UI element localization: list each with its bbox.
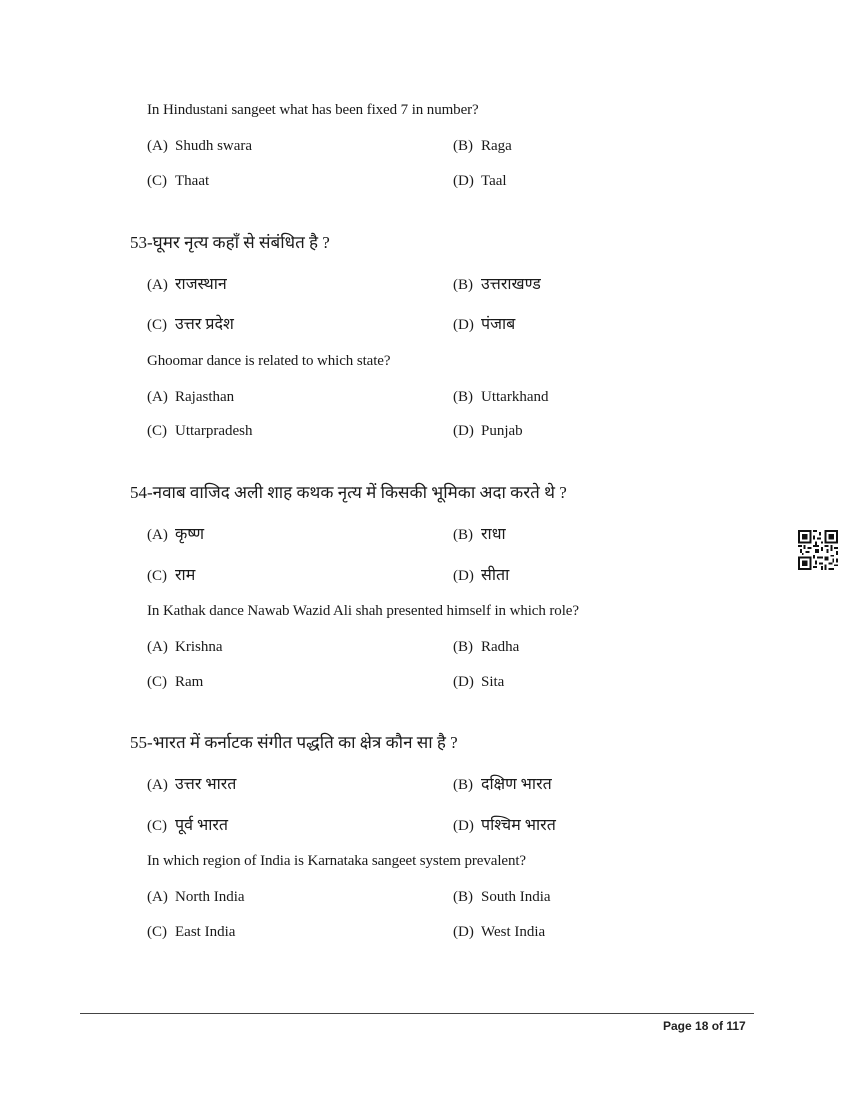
option-text: कृष्ण <box>175 526 205 543</box>
option-b-hindi <box>453 522 506 544</box>
option-c-hindi <box>147 563 195 585</box>
option-label: (B) <box>453 389 473 405</box>
option-text: Sita <box>481 674 505 690</box>
option-label: (A) <box>147 389 168 405</box>
option-text: राम <box>175 567 196 584</box>
option-label: (C) <box>147 924 167 940</box>
option-d <box>453 172 507 190</box>
option-c <box>147 673 203 691</box>
option-text: पश्चिम भारत <box>481 817 556 834</box>
option-text: पंजाब <box>481 316 516 333</box>
option-label: (B) <box>453 277 473 293</box>
option-b <box>453 888 551 906</box>
question-53-english: Ghoomar dance is related to which state? <box>147 353 391 369</box>
option-a <box>147 137 252 155</box>
option-label: (B) <box>453 639 473 655</box>
option-d <box>453 923 545 941</box>
option-text: पूर्व भारत <box>175 817 229 834</box>
option-label: (C) <box>147 818 167 834</box>
option-label: (D) <box>453 317 474 333</box>
option-label: (A) <box>147 527 168 543</box>
option-label: (C) <box>147 423 167 439</box>
option-label: (A) <box>147 277 168 293</box>
option-d <box>453 673 504 691</box>
option-b <box>453 137 512 155</box>
option-text: Raga <box>481 138 512 154</box>
option-text: Shudh swara <box>175 138 253 154</box>
option-text: West India <box>481 924 546 940</box>
option-b <box>453 638 519 656</box>
option-label: (C) <box>147 173 167 189</box>
option-text: Uttarkhand <box>481 389 549 405</box>
option-b-hindi <box>453 272 541 294</box>
option-label: (D) <box>453 818 474 834</box>
option-text: Taal <box>481 173 507 189</box>
option-d-hindi <box>453 312 515 334</box>
option-c-hindi <box>147 312 234 334</box>
option-label: (B) <box>453 138 473 154</box>
question-53-hindi: 53-घूमर नृत्य कहाँ से संबंधित है ? <box>130 233 330 252</box>
qr-code-icon <box>798 530 838 570</box>
option-label: (B) <box>453 889 473 905</box>
option-label: (A) <box>147 889 168 905</box>
option-a <box>147 638 223 656</box>
option-label: (D) <box>453 924 474 940</box>
option-label: (C) <box>147 568 167 584</box>
option-text: सीता <box>481 567 510 584</box>
option-text: उत्तराखण्ड <box>481 276 541 293</box>
option-d-hindi <box>453 563 509 585</box>
option-label: (A) <box>147 639 168 655</box>
option-label: (B) <box>453 527 473 543</box>
option-text: Thaat <box>175 173 210 189</box>
option-text: उत्तर प्रदेश <box>175 316 234 333</box>
option-label: (D) <box>453 173 474 189</box>
option-c <box>147 923 235 941</box>
option-b <box>453 388 548 406</box>
option-text: Krishna <box>175 639 223 655</box>
option-label: (D) <box>453 423 474 439</box>
option-text: Uttarpradesh <box>175 423 253 439</box>
option-label: (A) <box>147 777 168 793</box>
option-text: North India <box>175 889 245 905</box>
option-label: (D) <box>453 568 474 584</box>
option-text: East India <box>175 924 236 940</box>
option-text: Punjab <box>481 423 523 439</box>
option-text: Ram <box>175 674 204 690</box>
option-text: उत्तर भारत <box>175 776 237 793</box>
option-c <box>147 422 252 440</box>
page-number: Page 18 of 117 <box>663 1019 746 1033</box>
option-a-hindi <box>147 772 236 794</box>
option-label: (B) <box>453 777 473 793</box>
question-54-hindi: 54-नवाब वाजिद अली शाह कथक नृत्य में किसकी भूमिका अदा करते थे ? <box>130 483 567 502</box>
question-52-english: In Hindustani sangeet what has been fixed 7 in number? <box>147 102 479 118</box>
question-55-hindi: 55-भारत में कर्नाटक संगीत पद्धति का क्षेत्र कौन सा है ? <box>130 733 458 752</box>
option-text: Rajasthan <box>175 389 235 405</box>
question-54-english: In Kathak dance Nawab Wazid Ali shah presented himself in which role? <box>147 603 579 619</box>
option-text: राधा <box>481 526 506 543</box>
option-text: Radha <box>481 639 520 655</box>
option-text: राजस्थान <box>175 276 227 293</box>
option-label: (D) <box>453 674 474 690</box>
option-a-hindi <box>147 272 227 294</box>
option-c <box>147 172 209 190</box>
option-d-hindi <box>453 813 556 835</box>
question-55-english: In which region of India is Karnataka sangeet system prevalent? <box>147 853 526 869</box>
option-a-hindi <box>147 522 204 544</box>
option-label: (C) <box>147 674 167 690</box>
option-text: दक्षिण भारत <box>481 776 552 793</box>
option-a <box>147 888 245 906</box>
option-label: (C) <box>147 317 167 333</box>
option-d <box>453 422 523 440</box>
footer-divider <box>80 1013 754 1014</box>
option-label: (A) <box>147 138 168 154</box>
option-a <box>147 388 234 406</box>
option-c-hindi <box>147 813 228 835</box>
option-b-hindi <box>453 772 552 794</box>
option-text: South India <box>481 889 551 905</box>
